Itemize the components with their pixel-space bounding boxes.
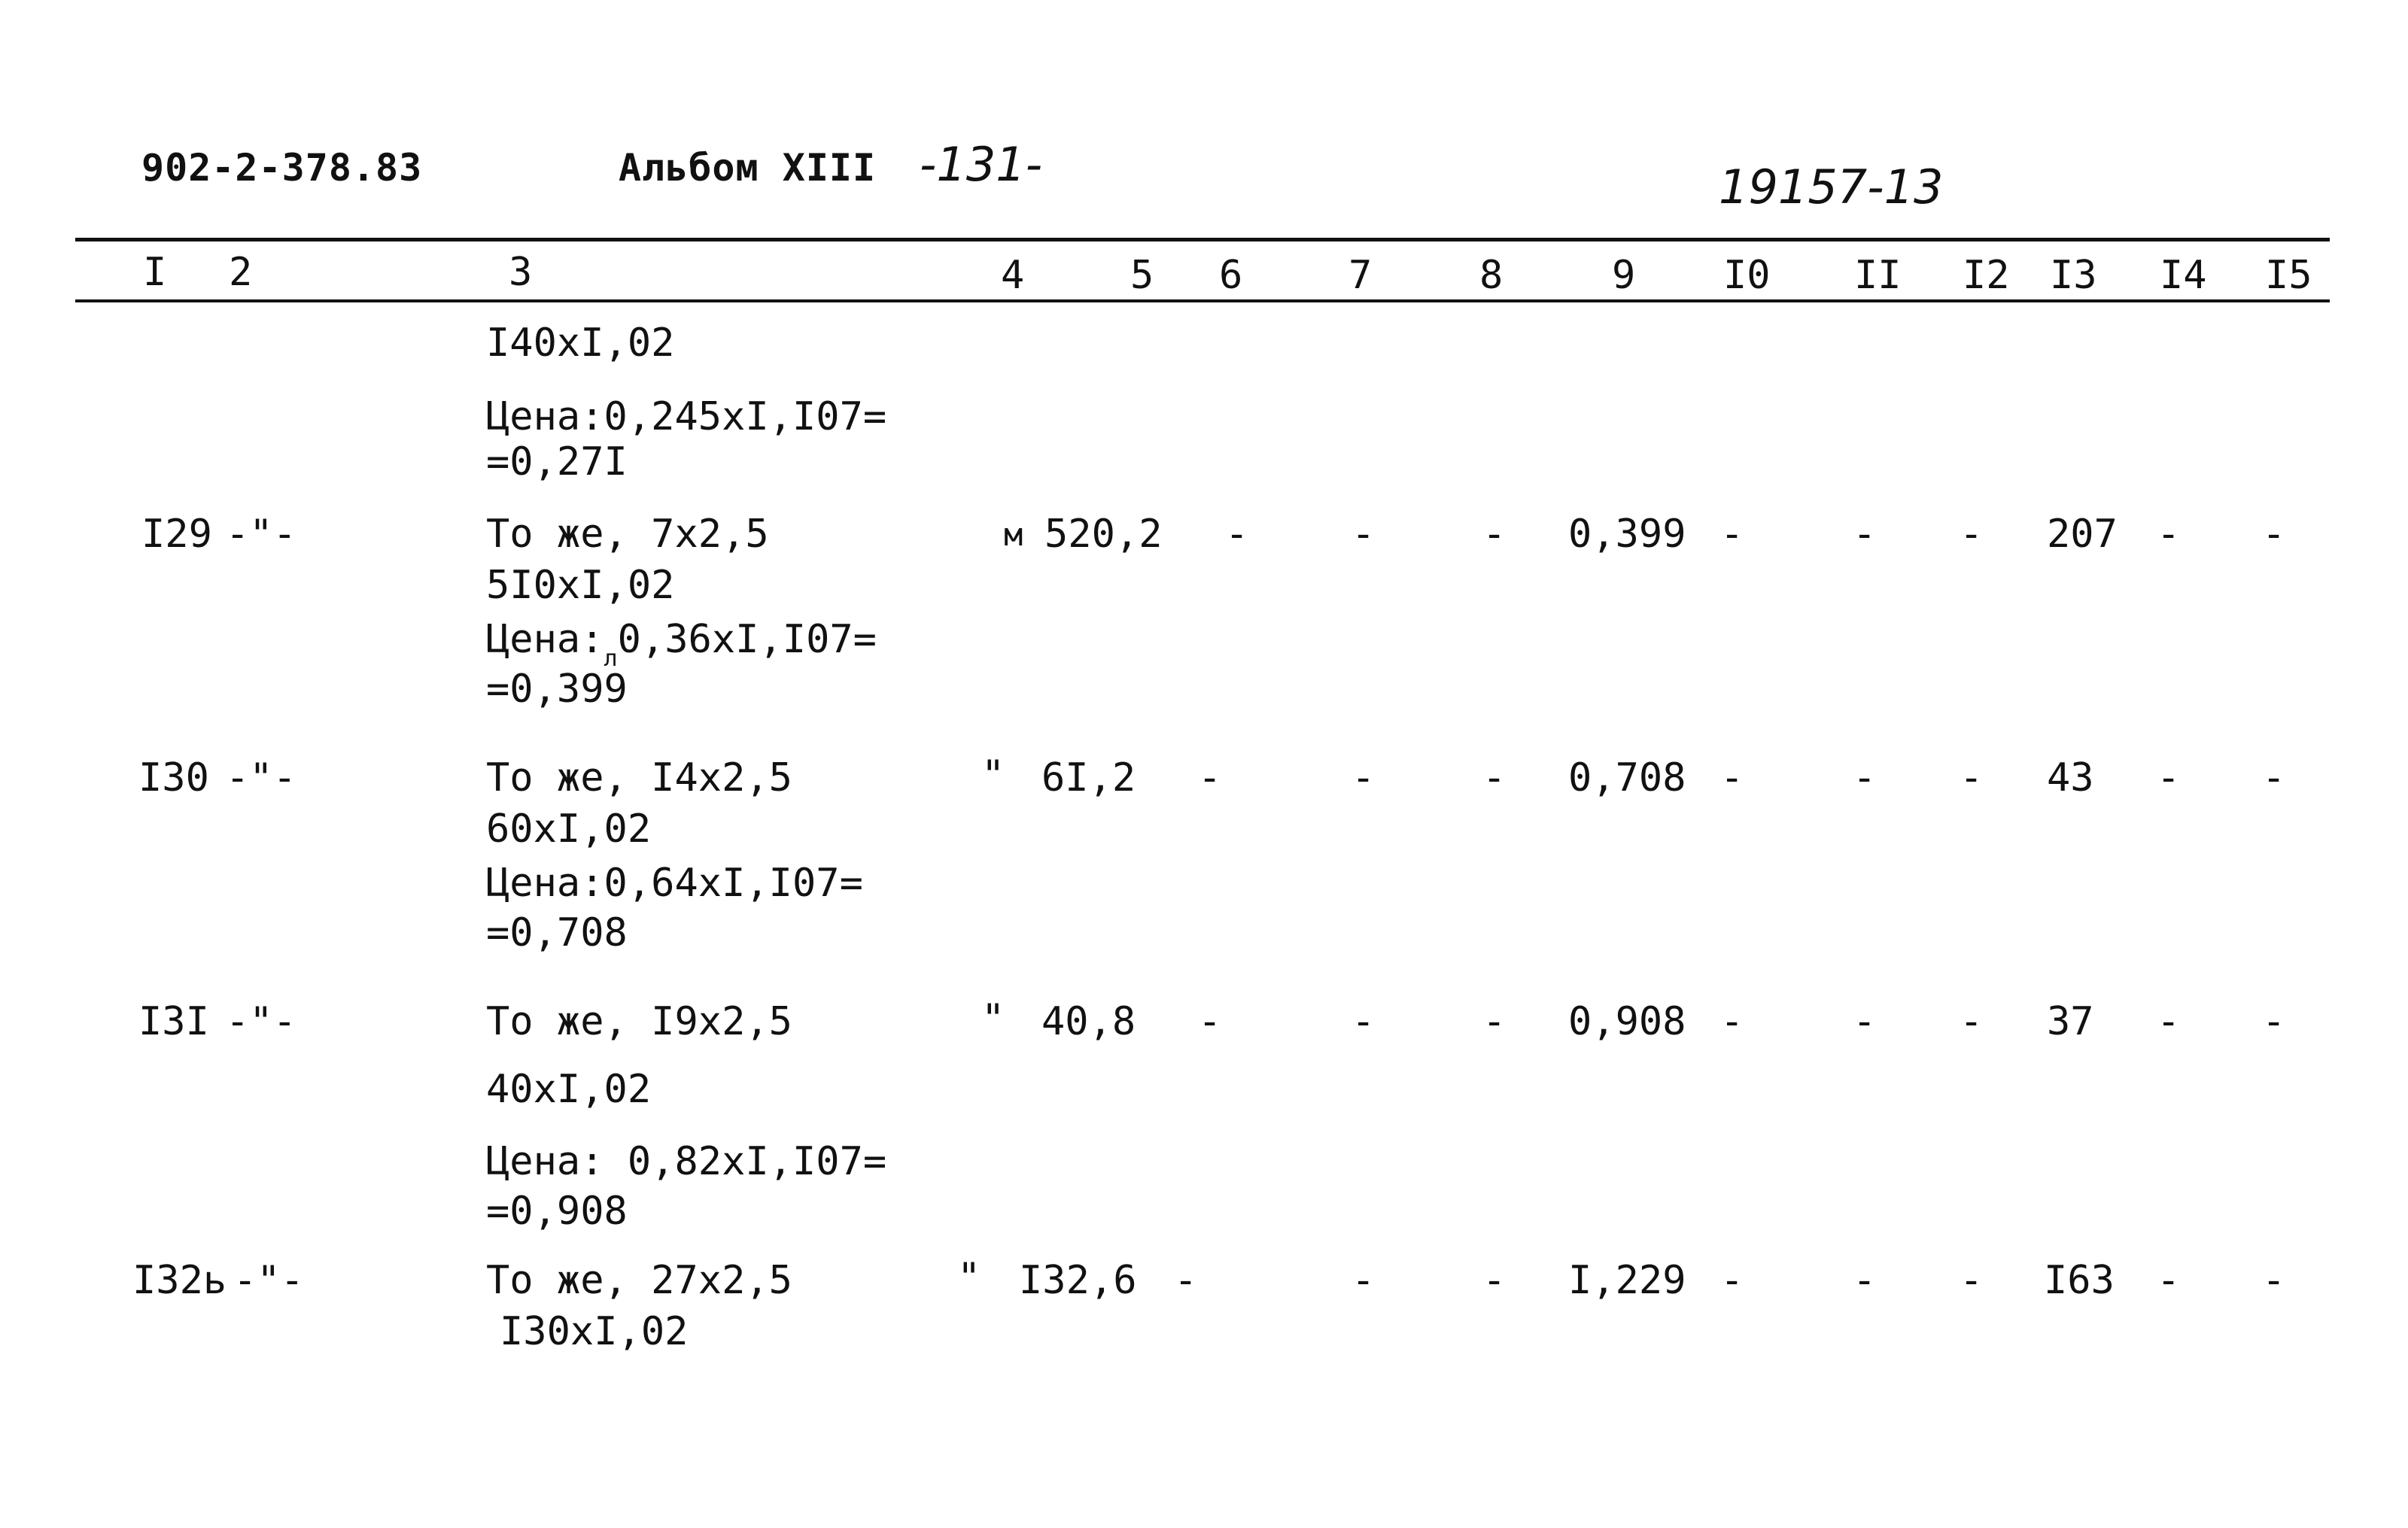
row-col10: - — [1720, 999, 1744, 1044]
row-col7: - — [1351, 512, 1376, 557]
row-total: 207 — [2047, 512, 2118, 557]
row-col12: - — [1960, 512, 1984, 557]
col-header-2: 2 — [229, 250, 253, 295]
row-col8: - — [1482, 512, 1507, 557]
col-header-14: I4 — [2160, 253, 2207, 298]
row-col12: - — [1960, 999, 1984, 1044]
col-header-10: I0 — [1723, 253, 1771, 298]
row-total: 37 — [2047, 999, 2094, 1044]
col-header-3: 3 — [509, 250, 533, 295]
continuation-line: =0,27I — [486, 439, 628, 485]
row-col11: - — [1853, 1258, 1877, 1303]
row-ditto-mark: -"- — [233, 1258, 304, 1303]
row-col15: - — [2262, 1258, 2286, 1303]
row-col12: - — [1960, 1258, 1984, 1303]
reference-number: 19157-13 — [1719, 159, 1944, 214]
row-col10: - — [1720, 755, 1744, 800]
row-col15: - — [2262, 755, 2286, 800]
row-price: 0,908 — [1568, 999, 1686, 1044]
col-header-7: 7 — [1348, 253, 1373, 298]
row-col14: - — [2157, 1258, 2181, 1303]
row-unit: " — [981, 752, 1005, 797]
document-code: 902-2-378.83 — [141, 146, 423, 190]
row-description-line: =0,908 — [486, 1189, 628, 1234]
row-col6: - — [1225, 512, 1249, 557]
row-col7: - — [1351, 1258, 1376, 1303]
row-number: I32ь — [132, 1258, 227, 1303]
row-number: I3I — [138, 999, 209, 1044]
row-ditto-mark: -"- — [226, 512, 296, 557]
col-header-1: I — [143, 250, 167, 295]
col-header-5: 5 — [1130, 253, 1154, 298]
row-unit: " — [981, 996, 1005, 1041]
row-description-line: Цена:0,64xI,I07= — [486, 861, 863, 906]
row-description-line: 60xI,02 — [486, 807, 652, 852]
price-label: Цена: — [486, 617, 604, 662]
col-header-12: I2 — [1963, 253, 2010, 298]
row-ditto-mark: -"- — [226, 999, 296, 1044]
row-col15: - — [2262, 512, 2286, 557]
row-col15: - — [2262, 999, 2286, 1044]
col-header-11: II — [1854, 253, 1902, 298]
row-col11: - — [1853, 512, 1877, 557]
row-col6: - — [1198, 755, 1222, 800]
row-quantity: 520,2 — [1044, 512, 1163, 557]
row-col7: - — [1351, 999, 1376, 1044]
continuation-line: Цена:0,245xI,I07= — [486, 394, 887, 439]
price-note: л — [604, 646, 618, 672]
row-col10: - — [1720, 512, 1744, 557]
row-quantity: 6I,2 — [1041, 755, 1136, 800]
row-col14: - — [2157, 512, 2181, 557]
col-header-13: I3 — [2050, 253, 2097, 298]
row-col12: - — [1960, 755, 1984, 800]
row-description-line: I30xI,02 — [500, 1309, 689, 1354]
row-price: 0,708 — [1568, 755, 1686, 800]
row-price: 0,399 — [1568, 512, 1686, 557]
row-description-line — [486, 617, 877, 672]
row-col8: - — [1482, 1258, 1507, 1303]
row-description-line: Цена: 0,82xI,I07= — [486, 1139, 887, 1184]
row-col11: - — [1853, 755, 1877, 800]
row-ditto-mark: -"- — [226, 755, 296, 800]
row-description-line: 5I0xI,02 — [486, 563, 675, 608]
col-header-9: 9 — [1612, 253, 1636, 298]
continuation-line: I40xI,02 — [486, 320, 675, 366]
table-top-rule — [75, 238, 2330, 242]
table-header-rule — [75, 299, 2330, 302]
row-total: I63 — [2044, 1258, 2115, 1303]
row-col14: - — [2157, 755, 2181, 800]
row-description-line: 40xI,02 — [486, 1067, 652, 1112]
row-col6: - — [1198, 999, 1222, 1044]
row-number: I30 — [138, 755, 209, 800]
row-unit: " — [957, 1255, 981, 1300]
row-col7: - — [1351, 755, 1376, 800]
row-col10: - — [1720, 1258, 1744, 1303]
row-price: I,229 — [1568, 1258, 1686, 1303]
row-unit: м — [1004, 516, 1023, 553]
col-header-15: I5 — [2265, 253, 2312, 298]
row-description-line: =0,708 — [486, 910, 628, 955]
album-label: Альбом XIII — [619, 146, 877, 190]
col-header-6: 6 — [1219, 253, 1243, 298]
row-total: 43 — [2047, 755, 2094, 800]
page-number: -131- — [920, 137, 1043, 192]
col-header-4: 4 — [1001, 253, 1025, 298]
price-formula: 0,36xI,I07= — [617, 617, 877, 662]
row-col8: - — [1482, 755, 1507, 800]
row-col14: - — [2157, 999, 2181, 1044]
row-description-line: =0,399 — [486, 667, 628, 712]
row-quantity: 40,8 — [1041, 999, 1136, 1044]
row-number: I29 — [141, 512, 212, 557]
row-description-line: То же, 27х2,5 — [486, 1258, 792, 1303]
row-description-line: То же, I4х2,5 — [486, 755, 792, 800]
row-col8: - — [1482, 999, 1507, 1044]
row-quantity: I32,6 — [1019, 1258, 1137, 1303]
row-col11: - — [1853, 999, 1877, 1044]
col-header-8: 8 — [1479, 253, 1503, 298]
row-description-line: То же, 7х2,5 — [486, 512, 769, 557]
row-description-line: То же, I9х2,5 — [486, 999, 792, 1044]
row-col6: - — [1174, 1258, 1198, 1303]
